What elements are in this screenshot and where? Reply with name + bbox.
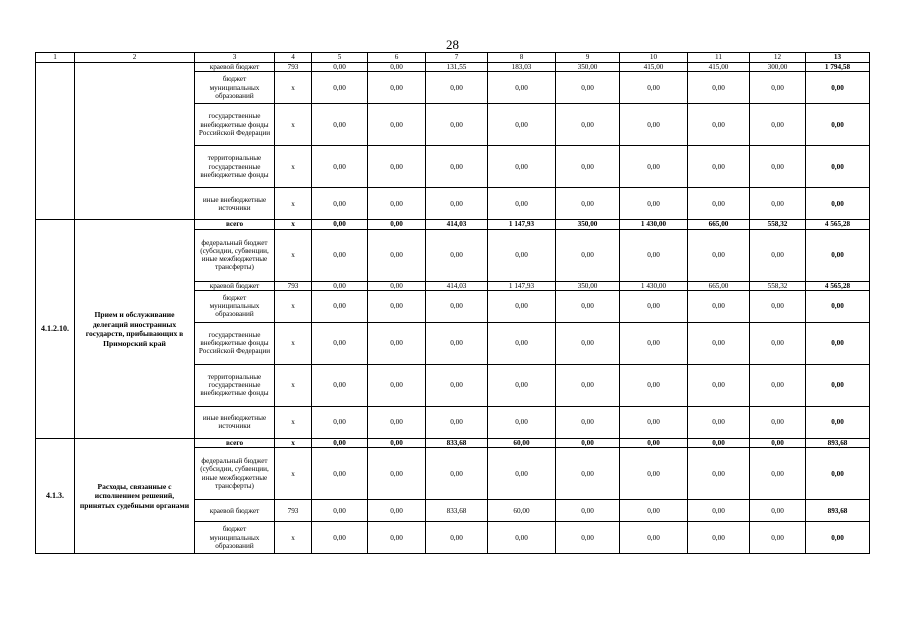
funding-source: территориальные государственные внебюджетные фонды: [195, 146, 275, 188]
year-value: 0,00: [312, 220, 368, 229]
year-value: 415,00: [688, 63, 750, 72]
year-value: 0,00: [620, 364, 688, 406]
year-value: 0,00: [688, 322, 750, 364]
year-value: 0,00: [620, 322, 688, 364]
year-value: 0,00: [488, 229, 556, 281]
section-name: Прием и обслуживание делегаций иностранных государств, прибывающих в Приморский край: [75, 220, 195, 439]
year-value: 0,00: [368, 438, 426, 447]
year-value: 0,00: [312, 72, 368, 104]
year-value: 0,00: [620, 438, 688, 447]
year-value: 0,00: [750, 72, 806, 104]
year-value: 131,55: [426, 63, 488, 72]
year-value: 0,00: [556, 72, 620, 104]
budget-table: [35, 52, 870, 554]
funding-source: иные внебюджетные источники: [195, 406, 275, 438]
budget-code: x: [275, 448, 312, 500]
total-value: 4 565,28: [806, 281, 870, 290]
header-cell-4: 4: [275, 53, 312, 63]
budget-code: 793: [275, 281, 312, 290]
header-cell-10: 10: [620, 53, 688, 63]
total-value: 0,00: [806, 290, 870, 322]
year-value: 0,00: [368, 290, 426, 322]
year-value: 0,00: [488, 448, 556, 500]
year-value: 0,00: [750, 522, 806, 554]
year-value: 414,03: [426, 281, 488, 290]
year-value: 0,00: [426, 72, 488, 104]
budget-code: x: [275, 104, 312, 146]
header-cell-7: 7: [426, 53, 488, 63]
year-value: 0,00: [620, 72, 688, 104]
year-value: 0,00: [556, 229, 620, 281]
page-number: 28: [446, 37, 459, 52]
year-value: 0,00: [688, 500, 750, 522]
funding-source: всего: [195, 438, 275, 447]
year-value: 0,00: [750, 448, 806, 500]
year-value: 350,00: [556, 281, 620, 290]
table-row: [36, 63, 870, 72]
year-value: 0,00: [488, 290, 556, 322]
year-value: 0,00: [620, 406, 688, 438]
year-value: 0,00: [556, 500, 620, 522]
year-value: 0,00: [426, 146, 488, 188]
year-value: 0,00: [312, 364, 368, 406]
year-value: 0,00: [368, 104, 426, 146]
funding-source: государственные внебюджетные фонды Российской Федерации: [195, 104, 275, 146]
year-value: 0,00: [368, 406, 426, 438]
year-value: 0,00: [556, 146, 620, 188]
budget-code: x: [275, 188, 312, 220]
year-value: 0,00: [620, 290, 688, 322]
year-value: 0,00: [620, 229, 688, 281]
year-value: 833,68: [426, 500, 488, 522]
year-value: 0,00: [368, 146, 426, 188]
year-value: 0,00: [750, 104, 806, 146]
header-cell-3: 3: [195, 53, 275, 63]
year-value: 0,00: [426, 364, 488, 406]
header-cell-13: 13: [806, 53, 870, 63]
year-value: 0,00: [368, 220, 426, 229]
year-value: 183,03: [488, 63, 556, 72]
year-value: 0,00: [750, 188, 806, 220]
year-value: 0,00: [556, 448, 620, 500]
year-value: 0,00: [488, 322, 556, 364]
table-row: [36, 438, 870, 447]
header-cell-9: 9: [556, 53, 620, 63]
year-value: 833,68: [426, 438, 488, 447]
year-value: 0,00: [312, 281, 368, 290]
year-value: 0,00: [312, 290, 368, 322]
year-value: 300,00: [750, 63, 806, 72]
year-value: 0,00: [688, 229, 750, 281]
total-value: 0,00: [806, 364, 870, 406]
year-value: 1 147,93: [488, 220, 556, 229]
year-value: 0,00: [750, 290, 806, 322]
section-code: [36, 63, 75, 220]
header-cell-8: 8: [488, 53, 556, 63]
budget-code: 793: [275, 500, 312, 522]
year-value: 0,00: [312, 188, 368, 220]
total-value: 0,00: [806, 104, 870, 146]
funding-source: федеральный бюджет (субсидии, субвенции, иные межбюджетные трансферты): [195, 229, 275, 281]
year-value: 0,00: [688, 72, 750, 104]
year-value: 0,00: [556, 364, 620, 406]
header-cell-5: 5: [312, 53, 368, 63]
funding-source: федеральный бюджет (субсидии, субвенции, иные межбюджетные трансферты): [195, 448, 275, 500]
year-value: 0,00: [368, 322, 426, 364]
funding-source: бюджет муниципальных образований: [195, 290, 275, 322]
year-value: 0,00: [426, 406, 488, 438]
year-value: 0,00: [368, 188, 426, 220]
year-value: 0,00: [312, 522, 368, 554]
funding-source: бюджет муниципальных образований: [195, 522, 275, 554]
year-value: 0,00: [426, 290, 488, 322]
year-value: 0,00: [620, 146, 688, 188]
year-value: 0,00: [556, 406, 620, 438]
funding-source: государственные внебюджетные фонды Российской Федерации: [195, 322, 275, 364]
header-cell-6: 6: [368, 53, 426, 63]
funding-source: всего: [195, 220, 275, 229]
section-code: 4.1.2.10.: [36, 220, 75, 439]
funding-source: краевой бюджет: [195, 281, 275, 290]
year-value: 558,32: [750, 281, 806, 290]
total-value: 0,00: [806, 406, 870, 438]
total-value: 0,00: [806, 448, 870, 500]
year-value: 0,00: [688, 438, 750, 447]
year-value: 0,00: [312, 438, 368, 447]
total-value: 893,68: [806, 500, 870, 522]
budget-code: x: [275, 72, 312, 104]
year-value: 0,00: [312, 146, 368, 188]
year-value: 0,00: [312, 229, 368, 281]
year-value: 0,00: [312, 322, 368, 364]
year-value: 0,00: [750, 146, 806, 188]
year-value: 0,00: [426, 188, 488, 220]
year-value: 0,00: [620, 500, 688, 522]
budget-code: x: [275, 364, 312, 406]
year-value: 0,00: [488, 522, 556, 554]
year-value: 0,00: [426, 448, 488, 500]
year-value: 0,00: [556, 104, 620, 146]
year-value: 0,00: [488, 188, 556, 220]
year-value: 0,00: [750, 500, 806, 522]
budget-code: x: [275, 438, 312, 447]
funding-source: территориальные государственные внебюджетные фонды: [195, 364, 275, 406]
funding-source: краевой бюджет: [195, 63, 275, 72]
total-value: 0,00: [806, 322, 870, 364]
year-value: 0,00: [488, 104, 556, 146]
year-value: 0,00: [688, 146, 750, 188]
year-value: 350,00: [556, 63, 620, 72]
budget-code: x: [275, 322, 312, 364]
year-value: 0,00: [312, 406, 368, 438]
header-cell-2: 2: [75, 53, 195, 63]
year-value: 0,00: [620, 448, 688, 500]
year-value: 665,00: [688, 220, 750, 229]
year-value: 665,00: [688, 281, 750, 290]
section-name: [75, 63, 195, 220]
year-value: 0,00: [426, 322, 488, 364]
year-value: 558,32: [750, 220, 806, 229]
year-value: 0,00: [688, 104, 750, 146]
total-value: 0,00: [806, 229, 870, 281]
year-value: 0,00: [750, 229, 806, 281]
year-value: 0,00: [368, 281, 426, 290]
budget-code: x: [275, 229, 312, 281]
total-value: 893,68: [806, 438, 870, 447]
year-value: 350,00: [556, 220, 620, 229]
funding-source: бюджет муниципальных образований: [195, 72, 275, 104]
year-value: 0,00: [368, 364, 426, 406]
year-value: 0,00: [556, 438, 620, 447]
total-value: 4 565,28: [806, 220, 870, 229]
year-value: 0,00: [556, 322, 620, 364]
year-value: 0,00: [688, 188, 750, 220]
year-value: 0,00: [368, 500, 426, 522]
year-value: 0,00: [426, 229, 488, 281]
year-value: 1 147,93: [488, 281, 556, 290]
year-value: 0,00: [750, 438, 806, 447]
year-value: 0,00: [488, 406, 556, 438]
year-value: 415,00: [620, 63, 688, 72]
year-value: 0,00: [688, 522, 750, 554]
year-value: 0,00: [750, 364, 806, 406]
total-value: 1 794,58: [806, 63, 870, 72]
year-value: 0,00: [426, 522, 488, 554]
header-row: [36, 53, 870, 63]
year-value: 0,00: [488, 364, 556, 406]
year-value: 1 430,00: [620, 281, 688, 290]
year-value: 0,00: [556, 188, 620, 220]
year-value: 0,00: [312, 448, 368, 500]
year-value: 0,00: [688, 448, 750, 500]
year-value: 0,00: [688, 290, 750, 322]
header-cell-11: 11: [688, 53, 750, 63]
year-value: 0,00: [368, 63, 426, 72]
year-value: 414,03: [426, 220, 488, 229]
year-value: 0,00: [556, 290, 620, 322]
year-value: 0,00: [488, 146, 556, 188]
year-value: 60,00: [488, 438, 556, 447]
budget-code: x: [275, 146, 312, 188]
year-value: 0,00: [688, 406, 750, 438]
year-value: 0,00: [368, 72, 426, 104]
budget-code: x: [275, 406, 312, 438]
funding-source: иные внебюджетные источники: [195, 188, 275, 220]
year-value: 1 430,00: [620, 220, 688, 229]
section-code: 4.1.3.: [36, 438, 75, 553]
year-value: 0,00: [368, 522, 426, 554]
year-value: 0,00: [426, 104, 488, 146]
year-value: 0,00: [368, 448, 426, 500]
year-value: 0,00: [312, 500, 368, 522]
year-value: 0,00: [556, 522, 620, 554]
funding-source: краевой бюджет: [195, 500, 275, 522]
total-value: 0,00: [806, 146, 870, 188]
budget-code: 793: [275, 63, 312, 72]
budget-code: x: [275, 220, 312, 229]
total-value: 0,00: [806, 188, 870, 220]
year-value: 0,00: [312, 104, 368, 146]
year-value: 0,00: [620, 104, 688, 146]
budget-code: x: [275, 290, 312, 322]
year-value: 0,00: [312, 63, 368, 72]
section-name: Расходы, связанные с исполнением решений, принятых судебными органами: [75, 438, 195, 553]
table-row: [36, 220, 870, 229]
year-value: 0,00: [488, 72, 556, 104]
year-value: 0,00: [688, 364, 750, 406]
year-value: 0,00: [750, 406, 806, 438]
total-value: 0,00: [806, 72, 870, 104]
header-cell-12: 12: [750, 53, 806, 63]
budget-code: x: [275, 522, 312, 554]
year-value: 0,00: [368, 229, 426, 281]
year-value: 0,00: [620, 188, 688, 220]
year-value: 0,00: [620, 522, 688, 554]
year-value: 0,00: [750, 322, 806, 364]
year-value: 60,00: [488, 500, 556, 522]
header-cell-1: 1: [36, 53, 75, 63]
total-value: 0,00: [806, 522, 870, 554]
